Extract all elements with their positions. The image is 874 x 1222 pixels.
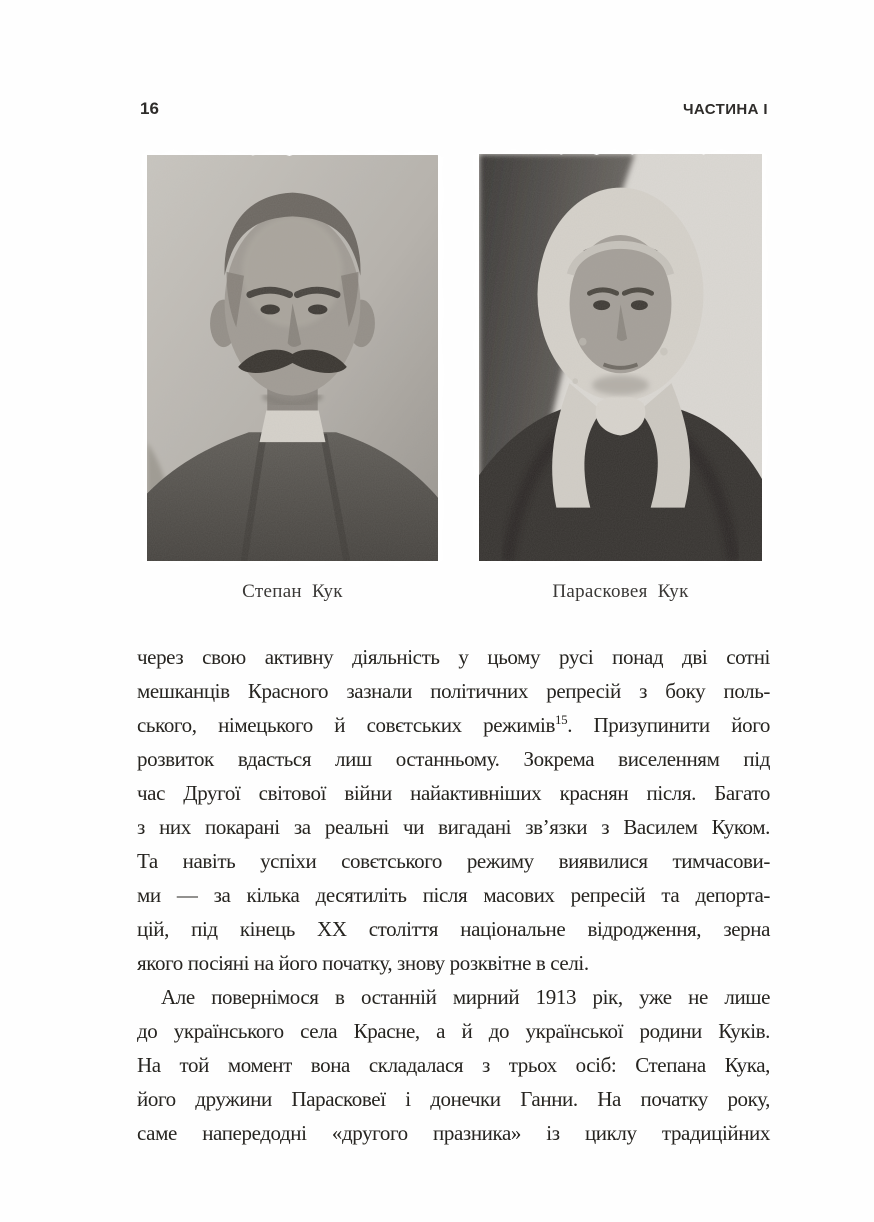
body-line: Та навіть успіхи совєтського режиму виявилися тимчасови-: [137, 849, 770, 873]
body-line: розвиток вдасться лиш останньому. Зокрема виселенням під: [137, 747, 770, 771]
portrait-woman-icon: [479, 154, 762, 561]
photo-caption-left: Степан Кук: [242, 581, 343, 602]
body-line-text: ського, німецького й совєтських режимів: [137, 713, 555, 737]
photo-paraskoveya-kuk: [472, 147, 769, 568]
body-line: [137, 708, 770, 742]
body-line: його дружини Парасковеї і донечки Ганни. На початку року,: [137, 1087, 770, 1111]
body-line: з них покарані за реальні чи вигадані зв’язки з Василем Куком.: [137, 815, 770, 839]
photo-stepan-kuk: [140, 148, 445, 568]
footnote-marker: 15: [554, 712, 568, 727]
page-number: 16: [140, 99, 159, 118]
body-line: до українського села Красне, а й до української родини Куків.: [137, 1019, 770, 1043]
body-line: мешканців Красного зазнали політичних репресій з боку поль-: [137, 679, 770, 703]
body-line: Але повернімося в останній мирний 1913 рік, уже не лише: [161, 985, 770, 1009]
body-line: ми — за кілька десятиліть після масових репресій та депорта-: [137, 883, 770, 907]
body-text: [137, 640, 770, 1150]
body-line: якого посіяні на його початку, знову розквітне в селі.: [137, 951, 589, 975]
body-line: час Другої світової війни найактивніших краснян після. Багато: [137, 781, 770, 805]
body-line-text: . Призупинити його: [567, 713, 770, 737]
body-line: На той момент вона складалася з трьох осіб: Степана Кука,: [137, 1053, 770, 1077]
photo-caption-right: Парасковея Кук: [552, 581, 689, 602]
portrait-man-icon: [147, 155, 438, 561]
body-line: цій, під кінець XX століття національне відродження, зерна: [137, 917, 770, 941]
running-header: ЧАСТИНА І: [682, 101, 768, 118]
body-line: саме напередодні «другого празника» із циклу традиційних: [137, 1121, 770, 1145]
body-line: через свою активну діяльність у цьому русі понад дві сотні: [137, 645, 770, 669]
